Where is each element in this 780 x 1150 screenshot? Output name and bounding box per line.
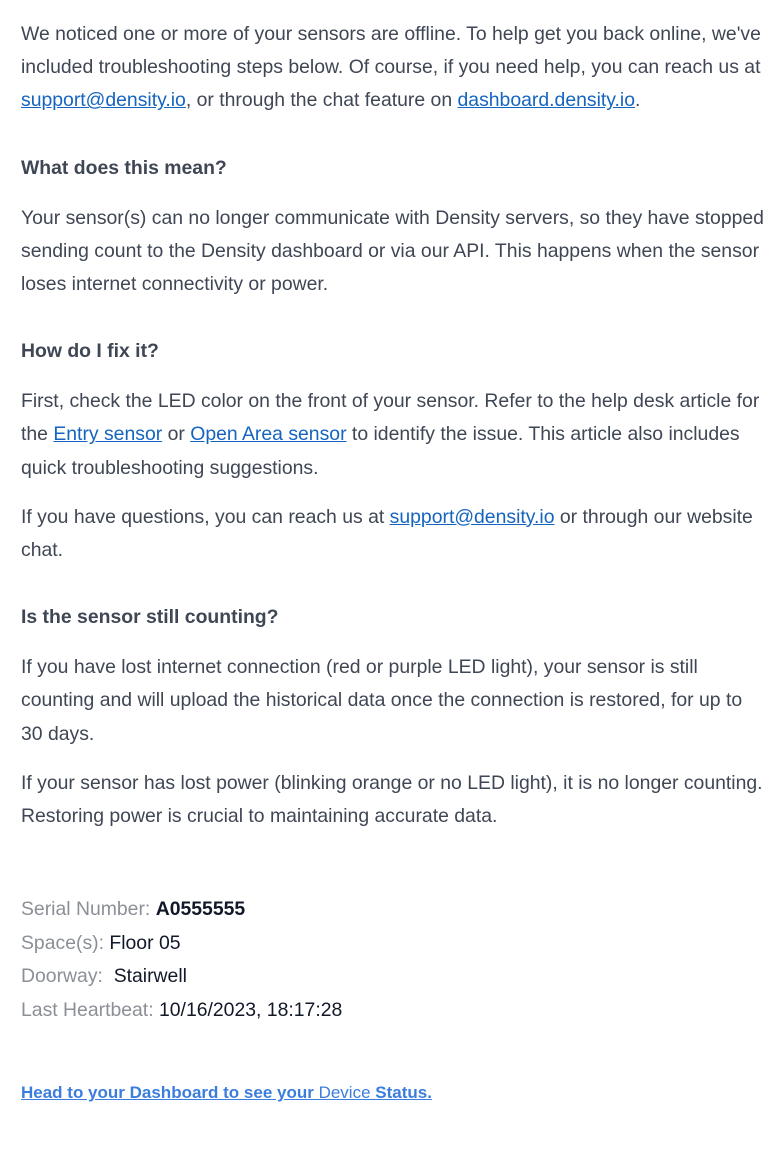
- fix-text-3: to identify the issue. This article also includes quick troubleshooting suggestions.: [21, 423, 740, 479]
- spacer: [21, 118, 766, 152]
- spacer: [21, 567, 766, 601]
- fix-p2-text-2: or through our website chat.: [21, 505, 753, 562]
- spacer: [21, 634, 766, 651]
- spacer: [21, 833, 766, 893]
- dashboard-url-link[interactable]: dashboard.density.io: [457, 89, 636, 112]
- dashboard-link-text-2: Device: [318, 1083, 371, 1103]
- spaces-label: Space(s):: [21, 931, 110, 954]
- spacer: [21, 185, 766, 202]
- doorway-value: Stairwell: [113, 965, 187, 988]
- last-heartbeat-label: Last Heartbeat:: [21, 998, 159, 1021]
- spacer: [21, 1060, 766, 1082]
- heading-is-sensor-still-counting: Is the sensor still counting?: [21, 606, 279, 629]
- dashboard-link-text-1: Head to your Dashboard to see your: [21, 1083, 319, 1103]
- doorway-row: [21, 960, 766, 994]
- spaces-row: [21, 927, 766, 961]
- intro-text-1: We noticed one or more of your sensors are offline. To help get you back online, we've included troubleshooting steps below. Of course, if you need help, you can reach us at: [21, 23, 761, 79]
- spacer: [21, 485, 766, 501]
- entry-sensor-link[interactable]: Entry sensor: [53, 423, 163, 446]
- heading-what-does-this-mean: What does this mean?: [21, 156, 227, 179]
- last-heartbeat-row: [21, 994, 766, 1028]
- open-area-sensor-link[interactable]: Open Area sensor: [190, 423, 347, 446]
- sensor-details: [21, 893, 766, 1027]
- spaces-value: Floor 05: [109, 931, 181, 954]
- support-email-link-2[interactable]: support@density.io: [389, 505, 555, 528]
- counting-paragraph-2: If your sensor has lost power (blinking orange or no LED light), it is no longer counting. Restoring power is crucial to maintaining accurate data.: [21, 771, 763, 828]
- serial-number-label: Serial Number:: [21, 898, 156, 921]
- support-email-link[interactable]: support@density.io: [21, 89, 186, 112]
- serial-number-row: [21, 893, 766, 927]
- fix-p2-text-1: If you have questions, you can reach us at: [21, 505, 390, 528]
- spacer: [21, 368, 766, 385]
- meaning-paragraph: Your sensor(s) can no longer communicate with Density servers, so they have stopped sending count to the Density dashboard or via our API. This happens when the sensor loses internet connectivity or power.: [21, 206, 764, 296]
- doorway-label: Doorway:: [21, 965, 109, 988]
- heading-how-do-i-fix-it: How do I fix it?: [21, 340, 159, 363]
- intro-text-2: , or through the chat feature on: [185, 89, 458, 112]
- dashboard-link-text-3: Status.: [370, 1083, 432, 1103]
- last-heartbeat-value: 10/16/2023, 18:17:28: [158, 998, 343, 1021]
- intro-text-3: .: [635, 89, 641, 112]
- fix-text-2: or: [162, 423, 191, 446]
- email-body: [21, 18, 766, 1104]
- fix-paragraph-2: [21, 501, 766, 567]
- fix-text-1: First, check the LED color on the front of your sensor. Refer to the help desk article for the: [21, 390, 760, 446]
- counting-paragraph-1: If you have lost internet connection (red or purple LED light), your sensor is still counting and will upload the historical data once the connection is restored, for up to 30 days.: [21, 656, 743, 745]
- fix-paragraph-1: [21, 385, 766, 485]
- serial-number-value: A0555555: [155, 898, 246, 921]
- intro-paragraph: [21, 18, 766, 118]
- spacer: [21, 1027, 766, 1060]
- spacer: [21, 751, 766, 767]
- spacer: [21, 301, 766, 335]
- dashboard-status-link[interactable]: [21, 1083, 432, 1102]
